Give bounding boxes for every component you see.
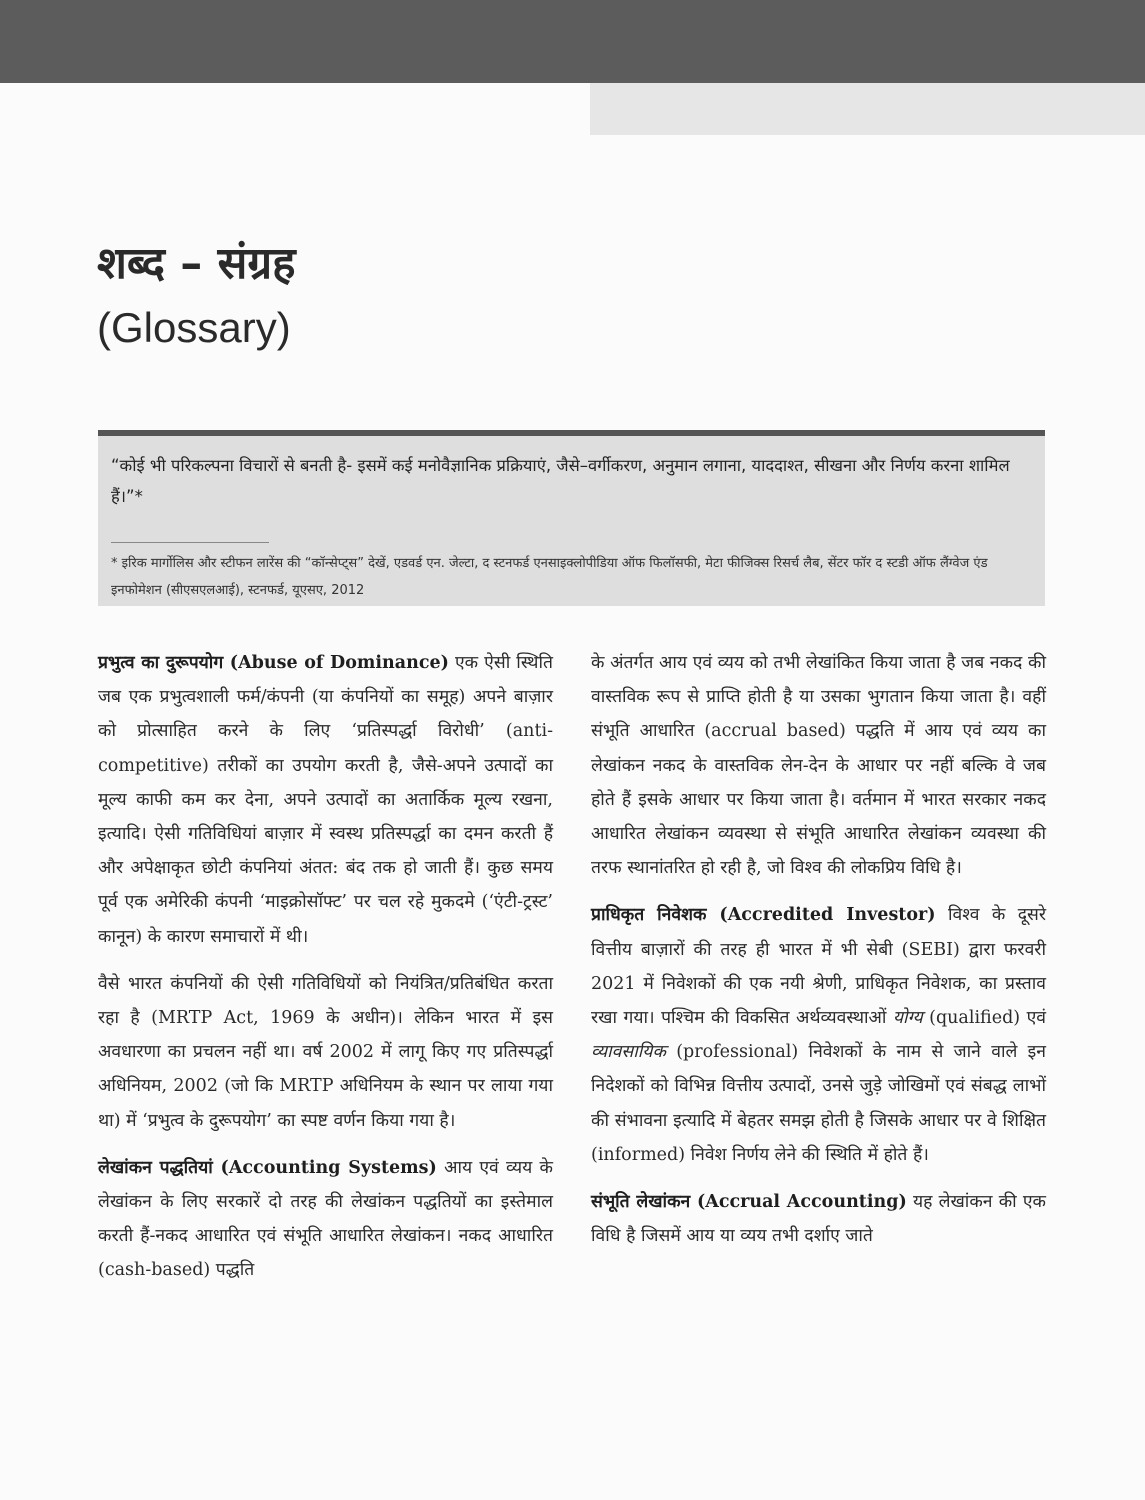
right-column	[591, 646, 1046, 1266]
definition-accounting-systems: आय एवं व्यय के लेखांकन के लिए सरकारें दो तरह की लेखांकन पद्धतियों का इस्तेमाल करती हैं-नकद आधारित एवं संभूति आधारित लेखांकन। नकद आधारित (cash-based) पद्धति	[98, 1157, 553, 1281]
definition-accrual-accounting: यह लेखांकन की एक विधि है जिसमें आय या व्यय तभी दर्शाए जाते	[591, 1192, 1046, 1247]
definition-abuse-of-dominance: एक ऐसी स्थिति जब एक प्रभुत्वशाली फर्म/कंपनी (या कंपनियों का समूह) अपने बाज़ार को प्रोत्साहित करने के लिए ‘प्रतिस्पर्द्धा विरोधी’ (anti-competitive) तरीकों का उपयोग करती है, जैसे-अपने उत्पादों का मूल्य काफी कम कर देना, अपने उत्पादों का अतार्किक मूल्य रखना, इत्यादि। ऐसी गतिविधियां बाज़ार में स्वस्थ प्रतिस्पर्द्धा का दमन करती हैं और अपेक्षाकृत छोटी कंपनियां अंतत: बंद तक हो जाती हैं। कुछ समय पूर्व एक अमेरिकी कंपनी ‘माइक्रोसॉफ्ट’ पर चल रहे मुकदमे (‘एंटी-ट्रस्ट’ कानून) के कारण समाचारों में थी।	[98, 653, 553, 947]
quote-text: “कोई भी परिकल्पना विचारों से बनती है- इसमें कई मनोवैज्ञानिक प्रक्रियाएं, जैसे–वर्गीकरण, अनुमान लगाना, याददाश्त, सीखना और निर्णय करना शामिल हैं।”*	[111, 456, 1010, 506]
page-title-english: (Glossary)	[97, 304, 291, 351]
top-header-bar	[0, 0, 1145, 83]
definition-accredited-investor-part3: (professional) निवेशकों के नाम से जाने वाले इन निदेशकों को विभिन्न वित्तीय उत्पादों, उनसे जुड़े जोखिमों एवं संबद्ध लाभों की संभावना इत्यादि में बेहतर समझ होती है जिसके आधार पर वे शिक्षित (informed) निवेश निर्णय लेने की स्थिति में होते हैं।	[591, 1042, 1046, 1165]
term-accounting-systems: लेखांकन पद्धतियां (Accounting Systems)	[98, 1157, 437, 1178]
glossary-entry-accrual-accounting	[591, 1185, 1046, 1253]
quote-box	[98, 430, 1045, 606]
term-abuse-of-dominance: प्रभुत्व का दुरूपयोग (Abuse of Dominance)	[98, 653, 449, 673]
footnote-divider	[111, 542, 269, 543]
definition-accredited-investor-part2: (qualified) एवं	[929, 1008, 1046, 1029]
glossary-entry-accredited-investor	[591, 898, 1046, 1172]
quote-footnote: * इरिक मार्गोलिस और स्टीफन लारेंस की “कॉन्सेप्ट्स” देखें, एडवर्ड एन. जेल्टा, द स्टनफर्ड एनसाइक्लोपीडिया ऑफ फिलॉसफी, मेटा फीजिक्स रिसर्च लैब, सेंटर फॉर द स्टडी ऑफ लैंग्वेज एंड इनफोमेशन (सीएसएलआई), स्टनफर्ड, यूएसए, 2012	[111, 556, 988, 598]
term-accredited-investor: प्राधिकृत निवेशक (Accredited Investor)	[591, 905, 936, 926]
header-tab-block	[590, 83, 1145, 135]
page-title-hindi: शब्द – संग्रह	[97, 238, 296, 289]
glossary-paragraph-accounting-continued: के अंतर्गत आय एवं व्यय को तभी लेखांकित किया जाता है जब नकद की वास्तविक रूप से प्राप्ति होती है या उसका भुगतान किया जाता है। वहीं संभूति आधारित (accrual based) पद्धति में आय एवं व्यय का लेखांकन नकद के वास्तविक लेन-देन के आधार पर नहीं बल्कि वे जब होते हैं इसके आधार पर किया जाता है। वर्तमान में भारत सरकार नकद आधारित लेखांकन व्यवस्था से संभूति आधारित लेखांकन व्यवस्था की तरफ स्थानांतरित हो रही है, जो विश्व की लोकप्रिय विधि है।	[591, 653, 1046, 879]
emphasis-professional: व्यावसायिक	[591, 1042, 666, 1063]
left-column	[98, 646, 553, 1301]
term-accrual-accounting: संभूति लेखांकन (Accrual Accounting)	[591, 1192, 907, 1213]
glossary-entry-accounting-systems	[98, 1151, 553, 1288]
emphasis-qualified: योग्य	[892, 1008, 923, 1029]
definition-accredited-investor-part1: विश्व के दूसरे वित्तीय बाज़ारों की तरह ही भारत में भी सेबी (SEBI) द्वारा फरवरी 2021 में निवेशकों की एक नयी श्रेणी, प्राधिकृत निवेशक, का प्रस्ताव रखा गया। पश्चिम की विकसित अर्थव्यवस्थाओं	[591, 905, 1046, 1029]
glossary-entry-abuse-of-dominance	[98, 646, 553, 954]
glossary-paragraph-mrtp: वैसे भारत कंपनियों की ऐसी गतिविधियों को नियंत्रित/प्रतिबंधित करता रहा है (MRTP Act, 1969 के अधीन)। लेकिन भारत में इस अवधारणा का प्रचलन नहीं था। वर्ष 2002 में लागू किए गए प्रतिस्पर्द्धा अधिनियम, 2002 (जो कि MRTP अधिनियम के स्थान पर लाया गया था) में ‘प्रभुत्व के दुरूपयोग’ का स्पष्ट वर्णन किया गया है।	[98, 973, 553, 1131]
